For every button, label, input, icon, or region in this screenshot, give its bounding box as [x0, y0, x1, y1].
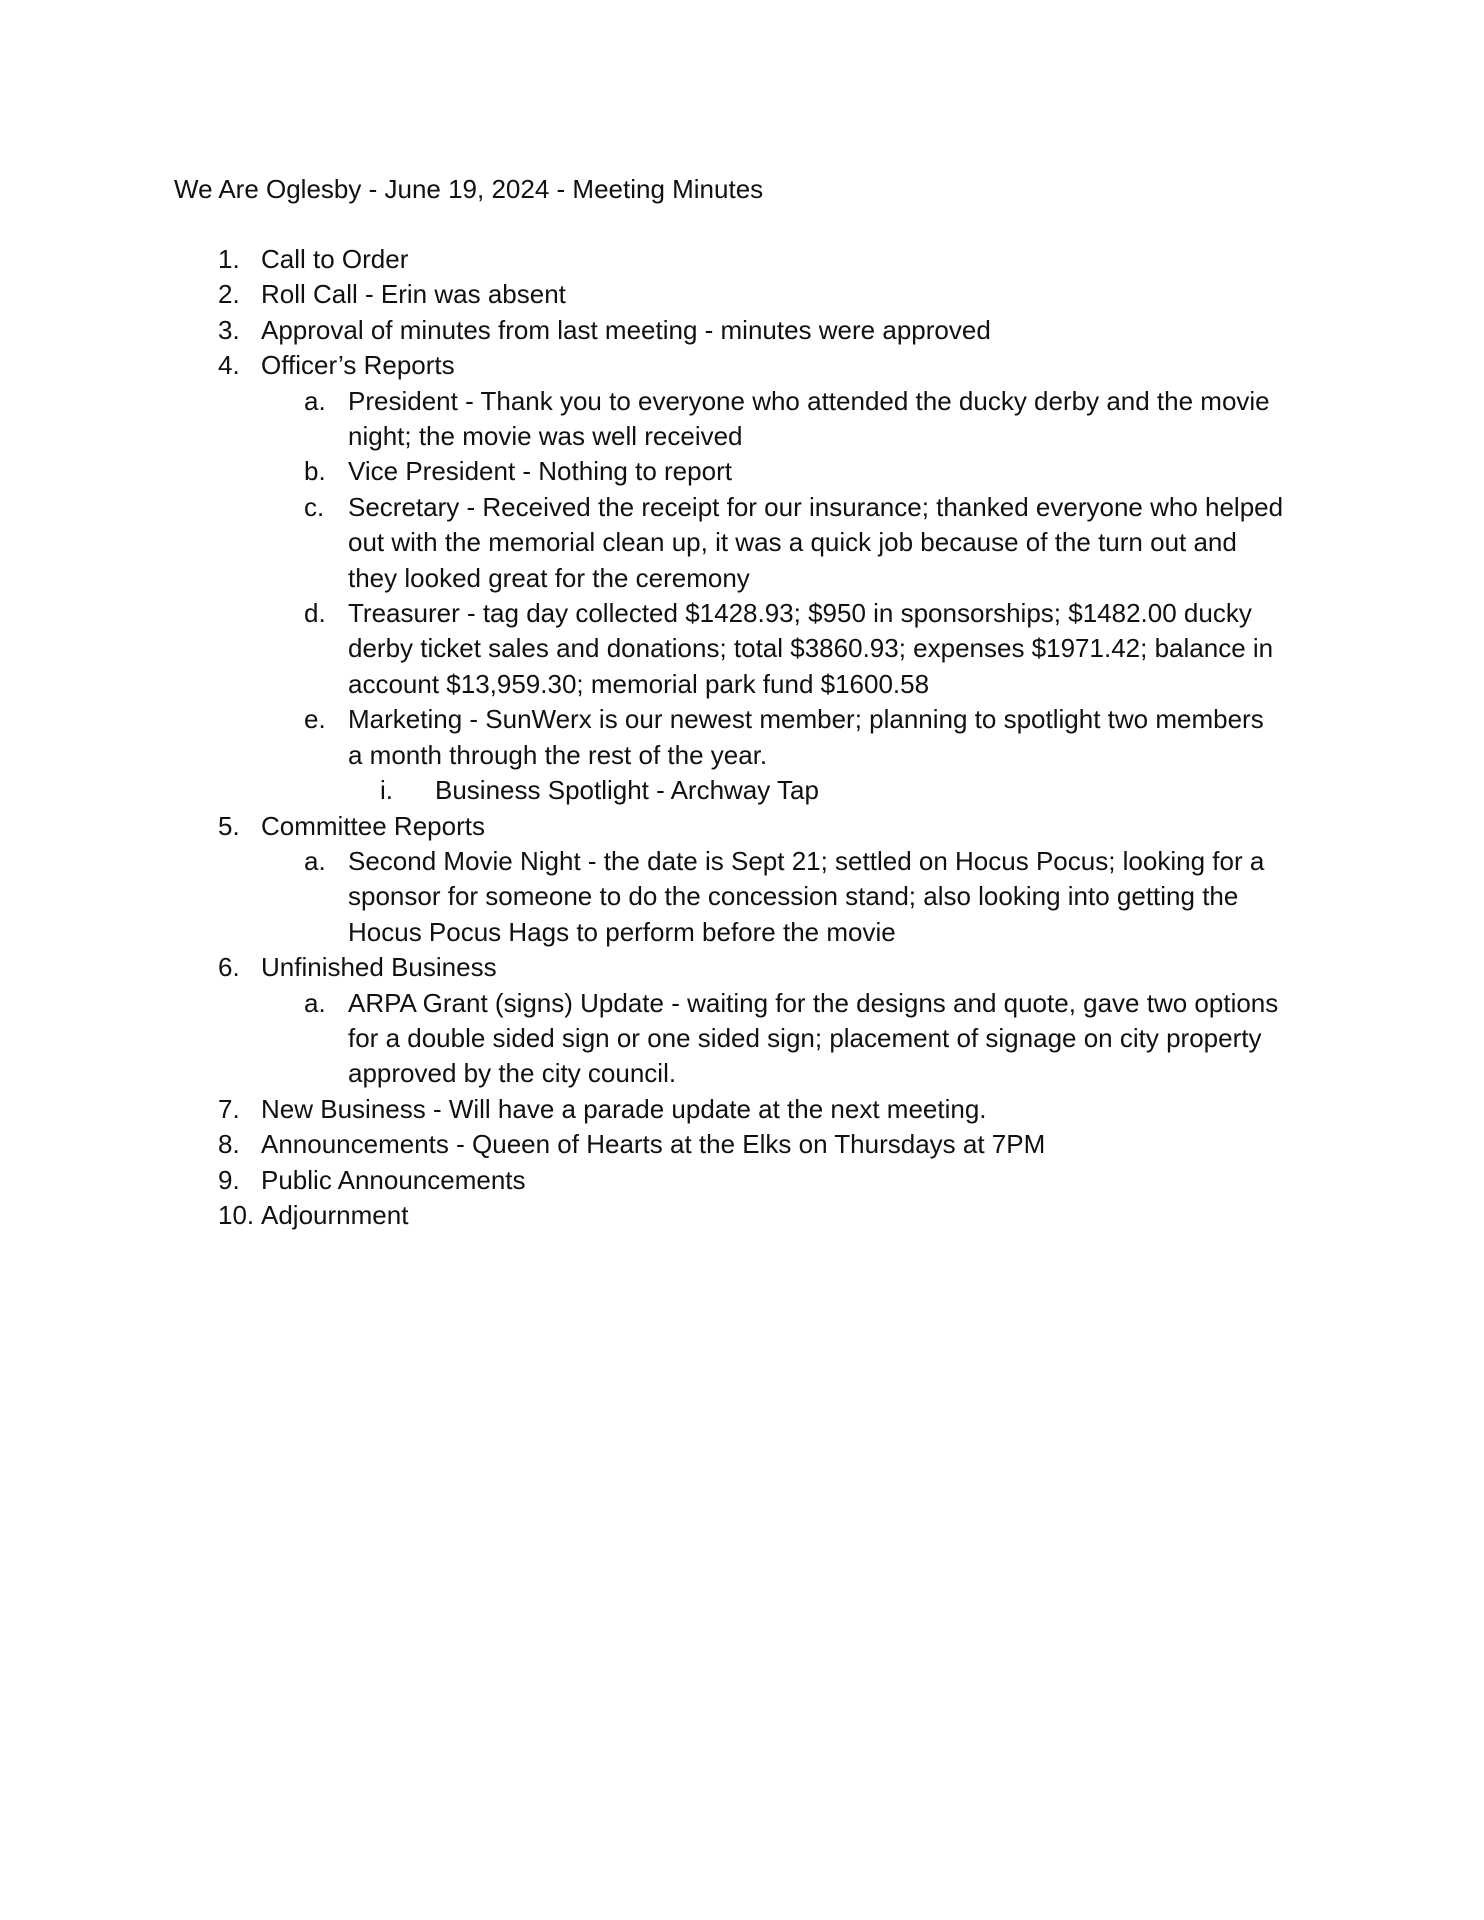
sub-item-line: out with the memorial clean up, it was a quick job because of the turn out and [348, 527, 1237, 558]
list-number: 2. [218, 279, 240, 310]
list-letter: a. [304, 845, 326, 876]
list-item [174, 242, 1324, 277]
list-letter: c. [304, 491, 325, 522]
list-item-text: Officer’s Reports [261, 350, 455, 381]
sub-item-line: Second Movie Night - the date is Sept 21; settled on Hocus Pocus; looking for a [348, 845, 1265, 876]
sub-list-item [174, 596, 1324, 702]
list-letter: a. [304, 987, 326, 1018]
sub-item-line: Marketing - SunWerx is our newest member; planning to spotlight two members [348, 704, 1264, 735]
list-item-text: Announcements - Queen of Hearts at the Elks on Thursdays at 7PM [261, 1129, 1046, 1160]
list-item [174, 277, 1324, 312]
sub-sub-list-item [174, 773, 1324, 808]
list-number: 3. [218, 314, 240, 345]
list-item [174, 348, 1324, 383]
list-numeral: i. [380, 775, 393, 806]
list-number: 8. [218, 1129, 240, 1160]
list-item-text: Call to Order [261, 244, 409, 274]
sub-item-line: night; the movie was well received [348, 421, 743, 452]
list-letter: b. [304, 456, 326, 487]
list-item-text: Public Announcements [261, 1164, 526, 1195]
sub-item-line: for a double sided sign or one sided sign; placement of signage on city property [348, 1022, 1262, 1053]
list-number: 1. [218, 244, 240, 274]
list-item [174, 1127, 1324, 1162]
list-item [174, 1163, 1324, 1198]
list-number: 5. [218, 810, 240, 841]
sub-list-item [174, 844, 1324, 950]
list-item-text: Unfinished Business [261, 952, 497, 983]
list-number: 7. [218, 1093, 240, 1124]
list-item-text: Approval of minutes from last meeting - minutes were approved [261, 314, 991, 345]
list-letter: d. [304, 598, 326, 629]
sub-item-line: derby ticket sales and donations; total $3860.93; expenses $1971.42; balance in [348, 633, 1274, 664]
sub-list-item [174, 454, 1324, 489]
list-letter: e. [304, 704, 326, 735]
sub-item-line: ARPA Grant (signs) Update - waiting for the designs and quote, gave two options [348, 987, 1279, 1018]
sub-item-line: Secretary - Received the receipt for our insurance; thanked everyone who helped [348, 491, 1284, 522]
sub-list-item [174, 490, 1324, 596]
list-item-text: Committee Reports [261, 810, 485, 841]
sub-sub-item-text: Business Spotlight - Archway Tap [435, 775, 819, 806]
list-number: 4. [218, 350, 240, 381]
list-number: 10. [218, 1199, 255, 1230]
list-item-text: Roll Call - Erin was absent [261, 279, 566, 310]
list-item [174, 1198, 1324, 1233]
sub-item-line: a month through the rest of the year. [348, 739, 768, 770]
list-number: 6. [218, 952, 240, 983]
list-item [174, 950, 1324, 985]
sub-list-item [174, 986, 1324, 1092]
sub-item-line: Hocus Pocus Hags to perform before the movie [348, 916, 896, 947]
list-item [174, 313, 1324, 348]
sub-item-line: Vice President - Nothing to report [348, 456, 732, 487]
list-item [174, 1092, 1324, 1127]
meeting-minutes-list [174, 242, 1324, 1233]
sub-item-line: account $13,959.30; memorial park fund $1600.58 [348, 668, 930, 699]
sub-item-line: approved by the city council. [348, 1058, 677, 1089]
list-number: 9. [218, 1164, 240, 1195]
sub-list-item [174, 702, 1324, 773]
sub-item-line: they looked great for the ceremony [348, 562, 750, 593]
list-item [174, 809, 1324, 844]
sub-item-line: Treasurer - tag day collected $1428.93; $950 in sponsorships; $1482.00 ducky [348, 598, 1252, 629]
sub-item-line: President - Thank you to everyone who attended the ducky derby and the movie [348, 385, 1270, 416]
sub-item-line: sponsor for someone to do the concession stand; also looking into getting the [348, 881, 1239, 912]
list-item-text: New Business - Will have a parade update at the next meeting. [261, 1093, 987, 1124]
page-title: We Are Oglesby - June 19, 2024 - Meeting Minutes [174, 174, 764, 204]
sub-list-item [174, 384, 1324, 455]
list-letter: a. [304, 385, 326, 416]
list-item-text: Adjournment [261, 1199, 409, 1230]
